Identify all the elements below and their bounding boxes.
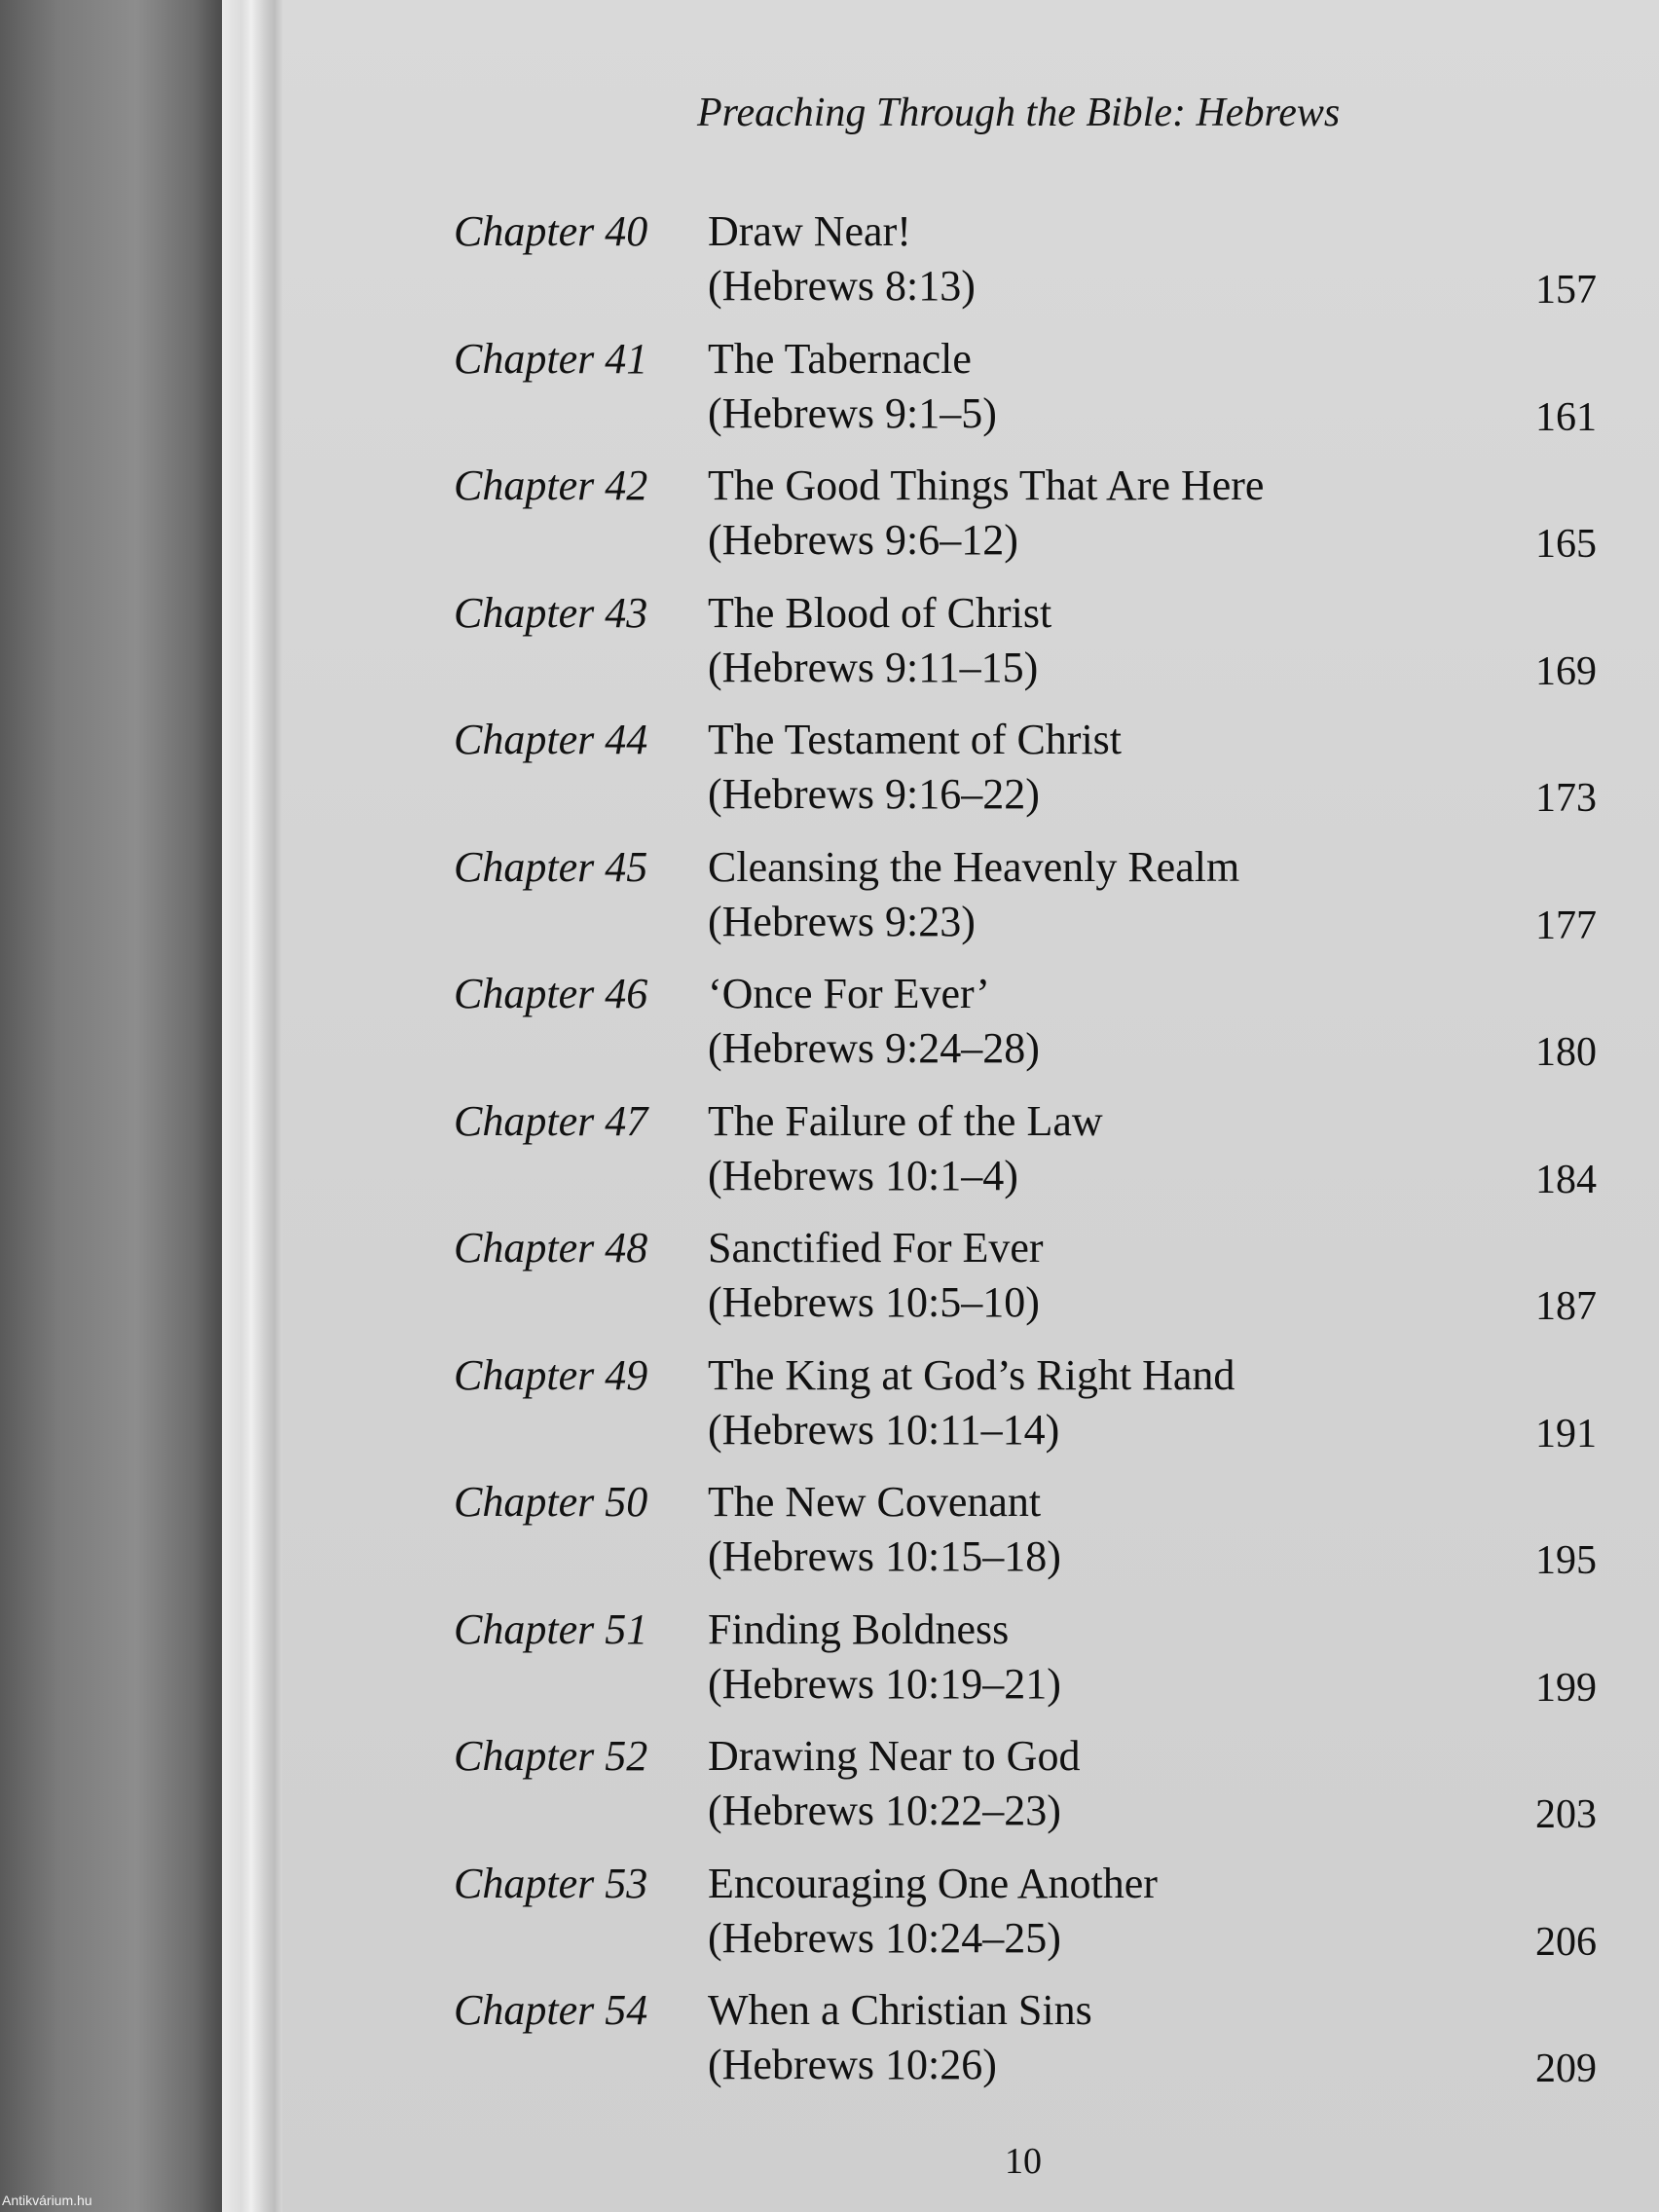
- toc-entry: [0, 459, 1659, 586]
- chapter-title: The Good Things That Are Here: [708, 461, 1265, 509]
- scripture-reference: (Hebrews 10:15–18): [708, 1532, 1061, 1580]
- toc-entry: [0, 1729, 1659, 1857]
- chapter-label: Chapter 45: [454, 842, 648, 891]
- chapter-title: The King at God’s Right Hand: [708, 1350, 1235, 1399]
- table-of-contents: [0, 204, 1659, 2111]
- scripture-reference: (Hebrews 9:16–22): [708, 770, 1040, 818]
- page-number: 169: [1535, 648, 1597, 694]
- running-head: Preaching Through the Bible: Hebrews: [697, 91, 1341, 135]
- chapter-label: Chapter 53: [454, 1859, 648, 1907]
- toc-entry: [0, 1475, 1659, 1603]
- scripture-reference: (Hebrews 10:1–4): [708, 1151, 1018, 1199]
- watermark-text: Antikvárium.hu: [2, 2193, 92, 2208]
- chapter-title: Finding Boldness: [708, 1604, 1010, 1653]
- chapter-title: The Blood of Christ: [708, 588, 1052, 637]
- chapter-label: Chapter 43: [454, 588, 648, 637]
- chapter-label: Chapter 47: [454, 1096, 648, 1145]
- chapter-title: The Tabernacle: [708, 334, 972, 383]
- page-number: 195: [1535, 1538, 1597, 1583]
- scripture-reference: (Hebrews 8:13): [708, 262, 976, 310]
- chapter-title: The Testament of Christ: [708, 716, 1123, 763]
- page-number: 209: [1535, 2046, 1597, 2091]
- toc-entry: [0, 713, 1659, 840]
- toc-entry: [0, 1857, 1659, 1984]
- scripture-reference: (Hebrews 10:26): [708, 2041, 997, 2088]
- chapter-label: Chapter 52: [454, 1732, 648, 1780]
- page-number: 199: [1535, 1665, 1597, 1711]
- chapter-title: Draw Near!: [708, 207, 911, 255]
- toc-entry: [0, 1603, 1659, 1730]
- toc-entry: [0, 967, 1659, 1094]
- page-number: 184: [1535, 1157, 1597, 1202]
- chapter-label: Chapter 51: [454, 1604, 648, 1653]
- page-number: 203: [1535, 1792, 1597, 1837]
- scripture-reference: (Hebrews 9:1–5): [708, 388, 997, 437]
- page-number: 187: [1535, 1284, 1597, 1329]
- toc-entry: [0, 1094, 1659, 1222]
- chapter-title: Drawing Near to God: [708, 1732, 1081, 1780]
- chapter-title: Cleansing the Heavenly Realm: [708, 842, 1240, 891]
- scripture-reference: (Hebrews 10:24–25): [708, 1913, 1061, 1962]
- scripture-reference: (Hebrews 9:24–28): [708, 1024, 1040, 1072]
- scripture-reference: (Hebrews 10:5–10): [708, 1278, 1040, 1326]
- page-number: 180: [1535, 1030, 1597, 1075]
- scripture-reference: (Hebrews 10:11–14): [708, 1405, 1060, 1454]
- chapter-title: The New Covenant: [708, 1478, 1042, 1526]
- chapter-label: Chapter 50: [454, 1478, 648, 1526]
- toc-entry: [0, 1221, 1659, 1348]
- chapter-label: Chapter 44: [454, 716, 648, 763]
- chapter-title: ‘Once For Ever’: [708, 970, 990, 1017]
- scripture-reference: (Hebrews 10:22–23): [708, 1787, 1061, 1834]
- toc-entry: [0, 1348, 1659, 1476]
- chapter-title: When a Christian Sins: [708, 1986, 1092, 2034]
- page-number: 161: [1535, 394, 1597, 440]
- page-number: 191: [1535, 1411, 1597, 1456]
- chapter-title: The Failure of the Law: [708, 1096, 1103, 1145]
- scripture-reference: (Hebrews 9:23): [708, 897, 976, 945]
- scripture-reference: (Hebrews 9:11–15): [708, 643, 1039, 691]
- toc-entry: [0, 586, 1659, 714]
- toc-entry: [0, 332, 1659, 460]
- chapter-label: Chapter 40: [454, 207, 648, 255]
- chapter-label: Chapter 41: [454, 334, 648, 383]
- chapter-label: Chapter 42: [454, 461, 648, 509]
- folio-page-number: 10: [1005, 2141, 1042, 2182]
- scripture-reference: (Hebrews 10:19–21): [708, 1659, 1061, 1708]
- chapter-title: Sanctified For Ever: [708, 1224, 1044, 1272]
- chapter-label: Chapter 48: [454, 1224, 648, 1272]
- page-number: 157: [1535, 268, 1597, 313]
- chapter-label: Chapter 49: [454, 1350, 648, 1399]
- chapter-label: Chapter 54: [454, 1986, 648, 2034]
- page-number: 206: [1535, 1919, 1597, 1965]
- page-number: 173: [1535, 776, 1597, 821]
- toc-entry: [0, 1983, 1659, 2111]
- page-number: 177: [1535, 903, 1597, 948]
- chapter-title: Encouraging One Another: [708, 1859, 1158, 1907]
- chapter-label: Chapter 46: [454, 970, 648, 1017]
- toc-entry: [0, 204, 1659, 332]
- scripture-reference: (Hebrews 9:6–12): [708, 516, 1018, 564]
- page-number: 165: [1535, 522, 1597, 567]
- toc-entry: [0, 840, 1659, 968]
